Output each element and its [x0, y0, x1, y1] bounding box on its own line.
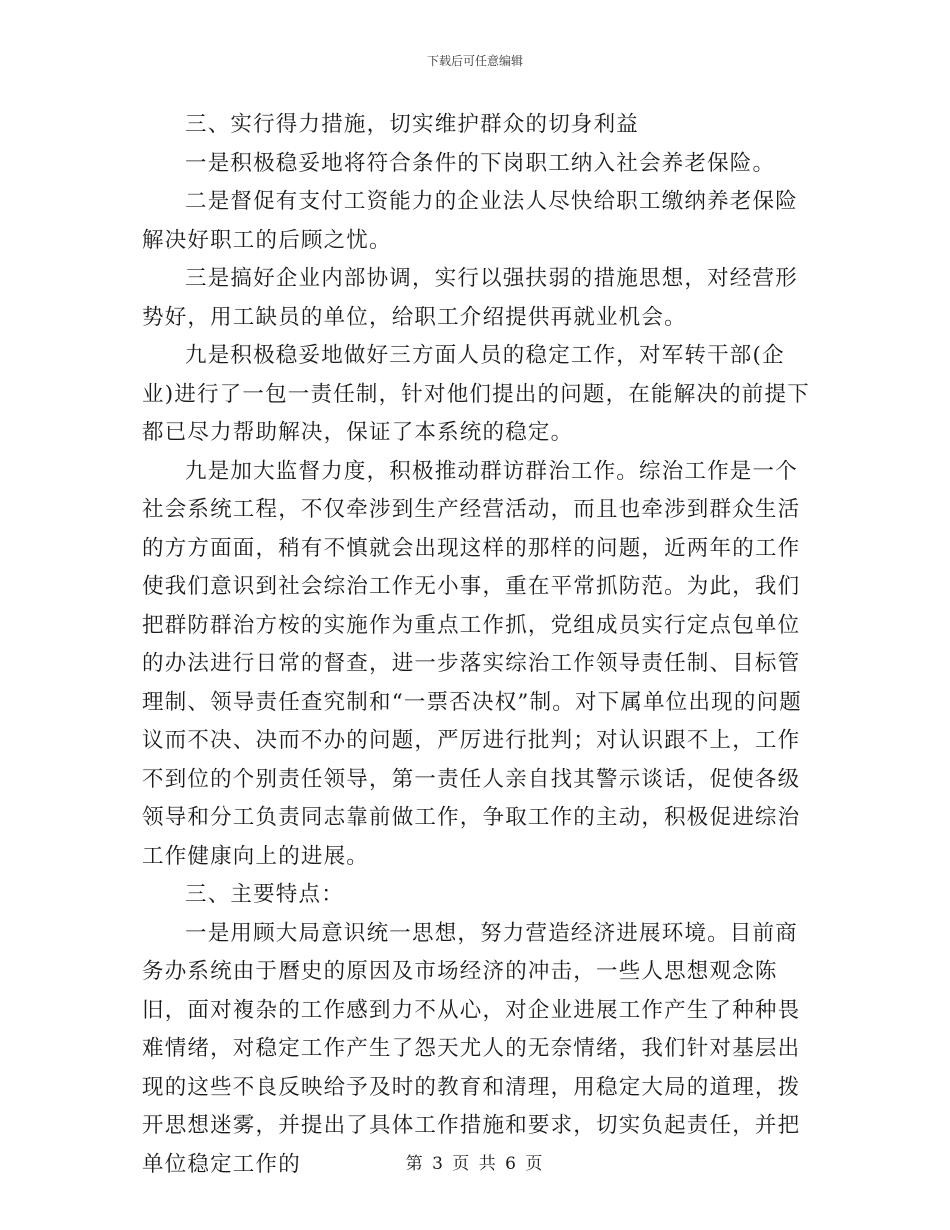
paragraph-item-insurance: 二是督促有支付工资能力的企业法人尽快给职工缴纳养老保险解决好职工的后顾之忧。 — [142, 189, 798, 253]
page-header: 下载后可任意编辑 — [426, 54, 523, 68]
paragraph-section-heading-measures: 三、实行得力措施，切实维护群众的切身利益 — [185, 112, 640, 137]
paragraph-item-coordination: 三是搞好企业内部协调，实行以强扶弱的措施思想，对经营形势好，用工缺员的单位，给职工介绍提供再就业机会。 — [142, 266, 798, 330]
paragraph-section-heading-features: 三、主要特点： — [185, 882, 344, 907]
paragraph-item-supervision: 九是加大监督力度，积极推动群访群治工作。综治工作是一个社会系统工程，不仅牵涉到生产经营活动，而且也牵涉到群众生活的方方面面，稍有不慎就会出现这样的那样的问题，近两年的工作使我们意识到社会综治工作无小事，重在平常抓防范。为此，我们把群防群治方桉的实施作为重点工作抓，党组成员实行定点包单位的办法进行日常的督查，进一步落实综治工作领导责任制、目标管理制、领导责任查究制和“一票否决权”制。对下属单位出现的问题议而不决、决而不办的问题，严厉进行批判；对认识跟不上，工作不到位的个别责任领导，第一责任人亲自找其警示谈话，促使各级领导和分工负责同志靠前做工作，争取工作的主动，积极促进综治工作健康向上的进展。 — [142, 458, 802, 869]
paragraph-item-stability: 九是积极稳妥地做好三方面人员的稳定工作，对军转干部(企业)进行了一包一责任制，针对他们提出的问题，在能解决的前提下都已尽力帮助解决，保证了本系统的稳定。 — [142, 343, 810, 445]
document-body — [142, 106, 810, 1184]
paragraph-item-pension: 一是积极稳妥地将符合条件的下岗职工纳入社会养老保险。 — [185, 150, 776, 176]
paragraph-item-overall-situation: 一是用顾大局意识统一思想，努力营造经济进展环境。目前商务办系统由于曆史的原因及市场经济的冲击，一些人思想观念陈旧，面对複杂的工作感到力不从心，对企业进展工作产生了种种畏难情绪，对稳定工作产生了怨天尤人的无奈情绪，我们针对基层出现的这些不良反映给予及时的教育和清理，用稳定大局的道理，拨开思想迷雾，并提出了具体工作措施和要求，切实负起责任，并把单位稳定工作的 — [142, 920, 801, 1177]
page-number-footer: 第 3 页 共 6 页 — [405, 1154, 545, 1174]
